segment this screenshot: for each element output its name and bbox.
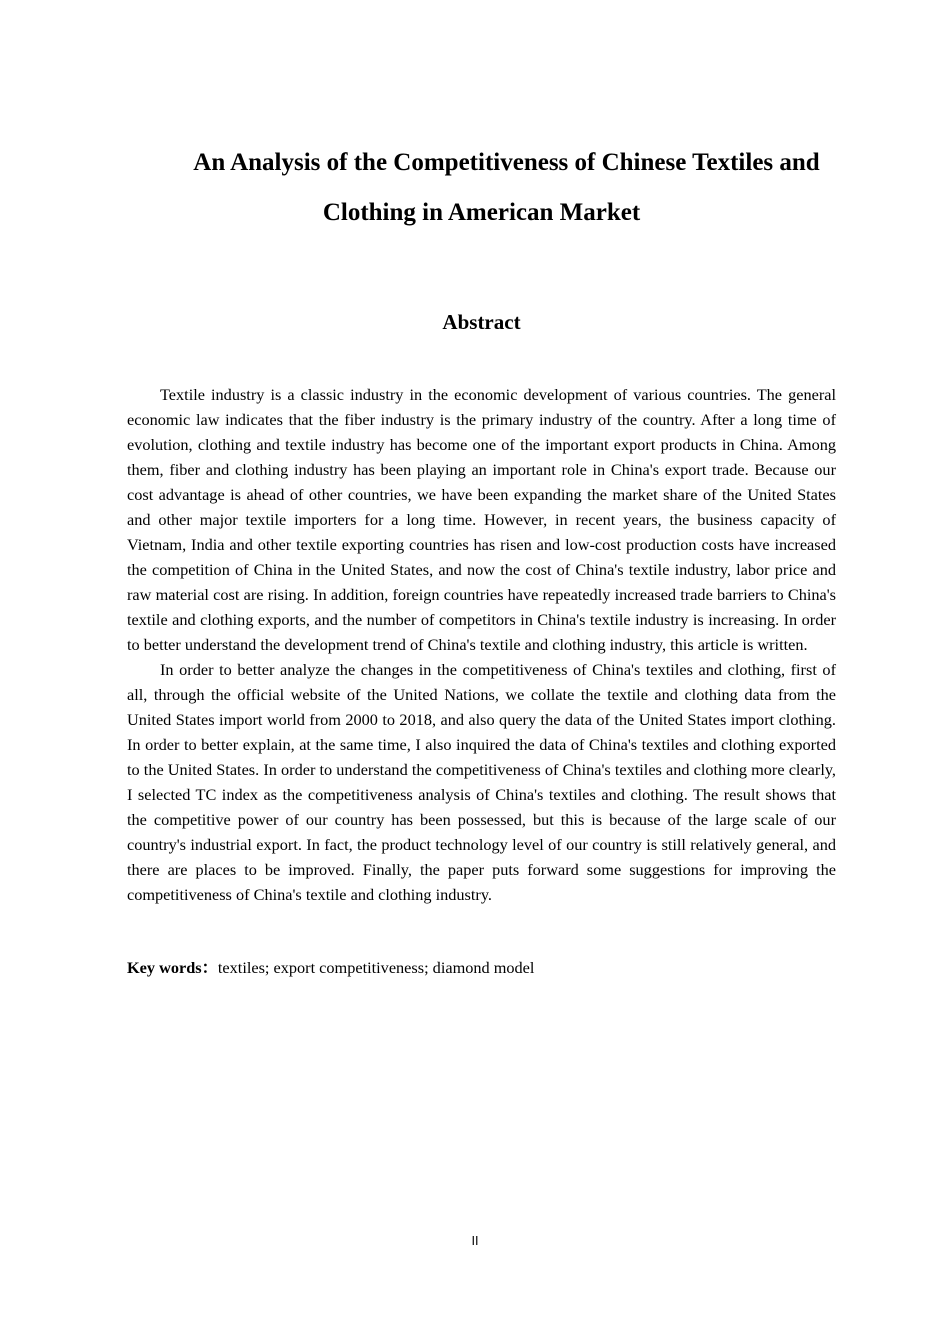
abstract-paragraph-2: In order to better analyze the changes in the competitiveness of China's textiles and clothing, first of all, through the official website of the United Nations, we collate the textile and clothing data from the United States import world from 2000 to 2018, and also query the data of the United States import clothing. In order to better explain, at the same time, I also inquired the data of China's textiles and clothing exported to the United States. In order to understand the competitiveness of China's textiles and clothing more clearly, I selected TC index as the competitiveness analysis of China's textiles and clothing. The result shows that the competitive power of our country has been possessed, but this is because of the large scale of our country's industrial export. In fact, the product technology level of our country is still relatively general, and there are places to be improved. Finally, the paper puts forward some suggestions for improving the competitiveness of China's textile and clothing industry. [127, 660, 836, 904]
keywords-value: textiles; export competitiveness; diamond model [217, 958, 535, 977]
abstract-heading: Abstract [442, 310, 521, 334]
page-number: II [471, 1234, 479, 1248]
keywords-line [127, 955, 836, 980]
abstract-paragraph-1: Textile industry is a classic industry in the economic development of various countries. The general economic law indicates that the fiber industry is the primary industry of the country. After a long time of evolution, clothing and textile industry has become one of the important export products in China. Among them, fiber and clothing industry has been playing an important role in China's export trade. Because our cost advantage is ahead of other countries, we have been expanding the market share of the United States and other major textile importers for a long time. However, in recent years, the business capacity of Vietnam, India and other textile exporting countries has risen and low-cost production costs have increased the competition of China in the United States, and now the cost of China's textile industry, labor price and raw material cost are rising. In addition, foreign countries have repeatedly increased trade barriers to China's textile and clothing exports, and the number of competitors in China's textile industry is increasing. In order to better understand the development trend of China's textile and clothing industry, this article is written. [127, 385, 836, 654]
abstract-body [127, 382, 836, 907]
title-line-2: Clothing in American Market [322, 199, 641, 226]
document-title [127, 138, 836, 238]
keywords-label: Key words： [127, 958, 218, 977]
title-line-1: An Analysis of the Competitiveness of Chinese Textiles and [193, 149, 820, 176]
